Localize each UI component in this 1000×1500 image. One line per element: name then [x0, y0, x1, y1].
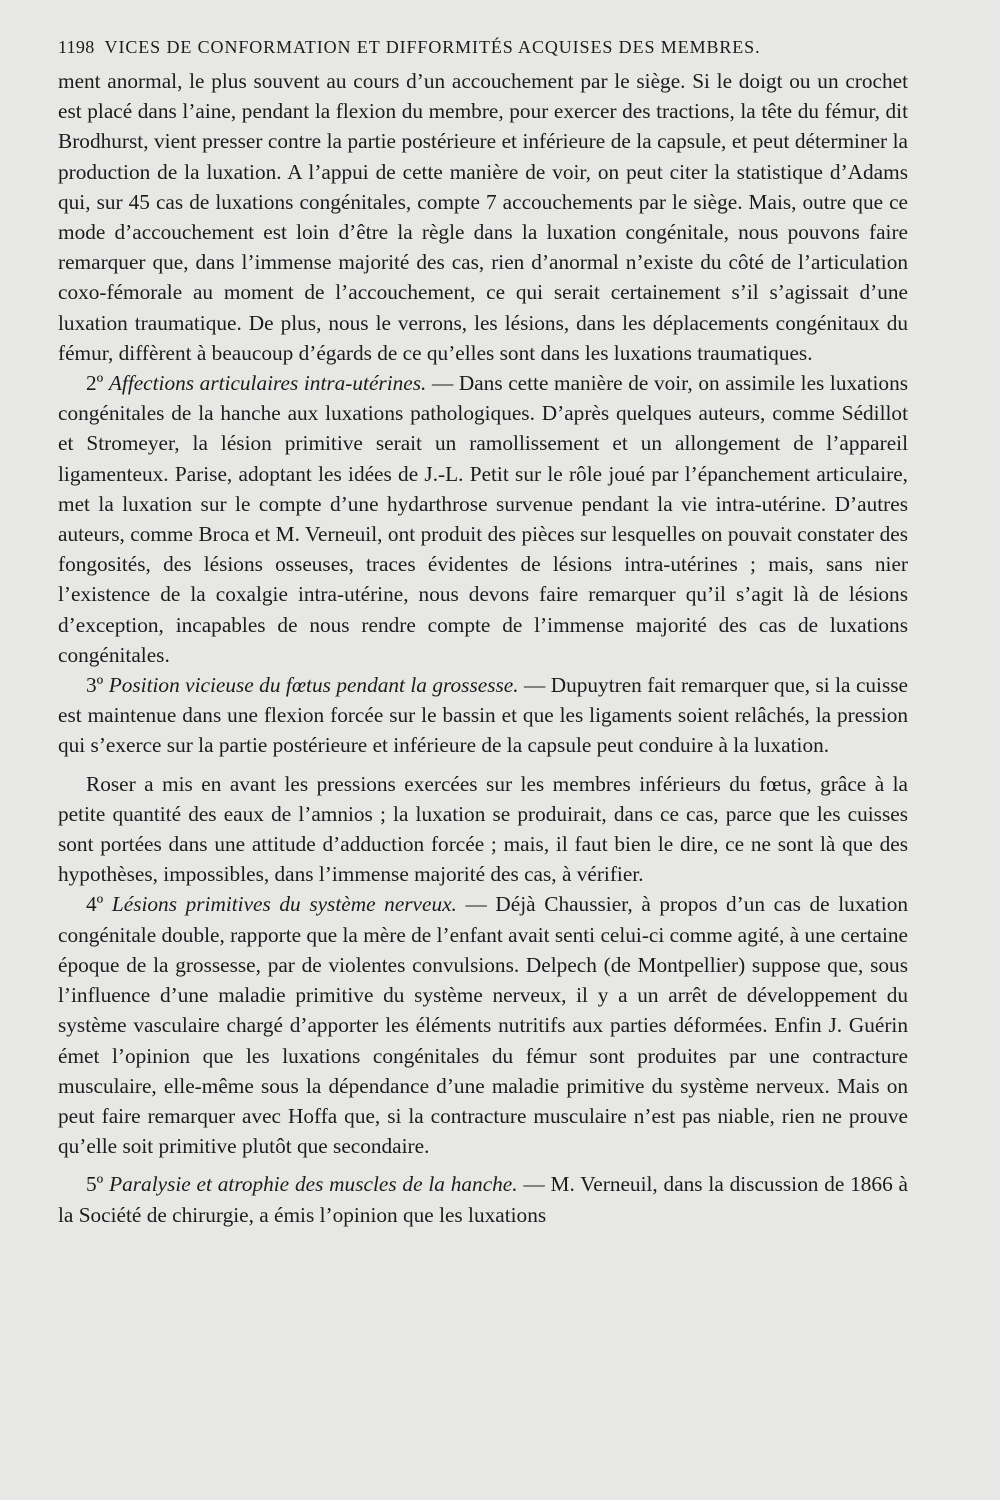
section-heading: Lésions primitives du système nerveux.	[111, 892, 457, 917]
running-title: VICES DE CONFORMATION ET DIFFORMITÉS ACQUISES DES MEMBRES.	[104, 37, 761, 57]
paragraph-text: — Dans cette manière de voir, on assimile les luxations congénitales de la hanche aux luxations pathologiques. D’après quelques auteurs, comme Sédillot et Stromeyer, la lésion primitive serait un ramollissement et un allongement de l’appareil ligamenteux. Parise, adoptant les idées de J.-L. Petit sur le rôle joué par l’épanchement articulaire, met la luxation sur le compte d’une hydarthrose survenue pendant la vie intra-utérine. D’autres auteurs, comme Broca et M. Verneuil, ont produit des pièces sur lesquelles on pouvait constater des fongosités, des lésions osseuses, traces évidentes de lésions intra-utérines ; mais, sans nier l’existence de la coxalgie intra-utérine, nous devons faire remarquer qu’il s’agit là de lésions d’exception, incapables de nous rendre compte de l’immense majorité des cas de luxations congénitales.	[58, 371, 909, 667]
page-number: 1198	[58, 37, 95, 57]
paragraph-text: — Déjà Chaussier, à propos d’un cas de luxation congénitale double, rapporte que la mère de l’enfant avait senti celui-ci comme agité, à une certaine époque de la grossesse, par de violentes convulsions. Delpech (de Montpellier) suppose que, sous l’influence d’une maladie primitive du système nerveux, il y a un arrêt de développement du système vasculaire chargé d’apporter les éléments nutritifs aux parties déformées. Enfin J. Guérin émet l’opinion que les luxations congénitales du fémur sont produites par une contracture musculaire, elle-même sous la dépendance d’une maladie primitive du système nerveux. Mais on peut faire remarquer avec Hoffa que, si la contracture musculaire n’est pas niable, rien ne prouve qu’elle soit primitive plutôt que secondaire.	[58, 892, 908, 1159]
section-number: 2º	[86, 371, 104, 396]
section-heading: Position vicieuse du fœtus pendant la grossesse.	[108, 673, 519, 698]
running-header	[58, 36, 908, 58]
paragraph-cause-2	[58, 368, 908, 670]
section-heading: Affections articulaires intra-utérines.	[108, 371, 427, 396]
paragraph-cause-3	[58, 670, 908, 761]
paragraph-cause-4	[58, 889, 908, 1161]
body-text	[58, 66, 908, 1230]
section-number: 5º	[86, 1172, 104, 1197]
paragraph-text: Roser a mis en avant les pressions exercées sur les membres inférieurs du fœtus, grâce à la petite quantité des eaux de l’amnios ; la luxation se produirait, dans ce cas, parce que les cuisses sont portées dans une attitude d’adduction forcée ; mais, il faut bien le dire, ce ne sont là que des hypothèses, impossibles, dans l’immense majorité des cas, à vérifier.	[58, 771, 908, 887]
paragraph-text: — Dupuytren fait remarquer que, si la cuisse est maintenue dans une flexion forcée sur le bassin et que les ligaments soient relâchés, la pression qui s’exerce sur la partie postérieure et inférieure de la capsule peut conduire à la luxation.	[58, 673, 908, 758]
paragraph-cause-5	[58, 1169, 908, 1229]
section-number: 3º	[86, 673, 104, 698]
paragraph-text: ment anormal, le plus souvent au cours d’un accouchement par le siège. Si le doigt ou un crochet est placé dans l’aine, pendant la flexion du membre, pour exercer des tractions, la tête du fémur, dit Brodhurst, vient presser contre la partie postérieure et inférieure de la capsule, et peut déterminer la production de la luxation. A l’appui de cette manière de voir, on peut citer la statistique d’Adams qui, sur 45 cas de luxations congénitales, compte 7 accouchements par le siège. Mais, outre que ce mode d’accouchement est loin d’être la règle dans la luxation congénitale, nous pouvons faire remarquer que, dans l’immense majorité des cas, rien d’anormal n’existe du côté de l’articulation coxo-fémorale au moment de l’accouchement, ce qui serait certainement s’il s’agissait d’une luxation traumatique. De plus, nous le verrons, les lésions, dans les déplacements congénitaux du fémur, diffèrent à beaucoup d’égards de ce qu’elles sont dans les luxations traumatiques.	[58, 69, 908, 365]
section-number: 4º	[86, 892, 104, 917]
section-heading: Paralysie et atrophie des muscles de la hanche.	[109, 1172, 518, 1197]
paragraph-roser	[58, 769, 908, 890]
paragraph-text: — M. Verneuil, dans la discussion de 1866 à la Société de chirurgie, a émis l’opinion que les luxations	[58, 1172, 908, 1227]
paragraph-continuation	[58, 66, 908, 368]
